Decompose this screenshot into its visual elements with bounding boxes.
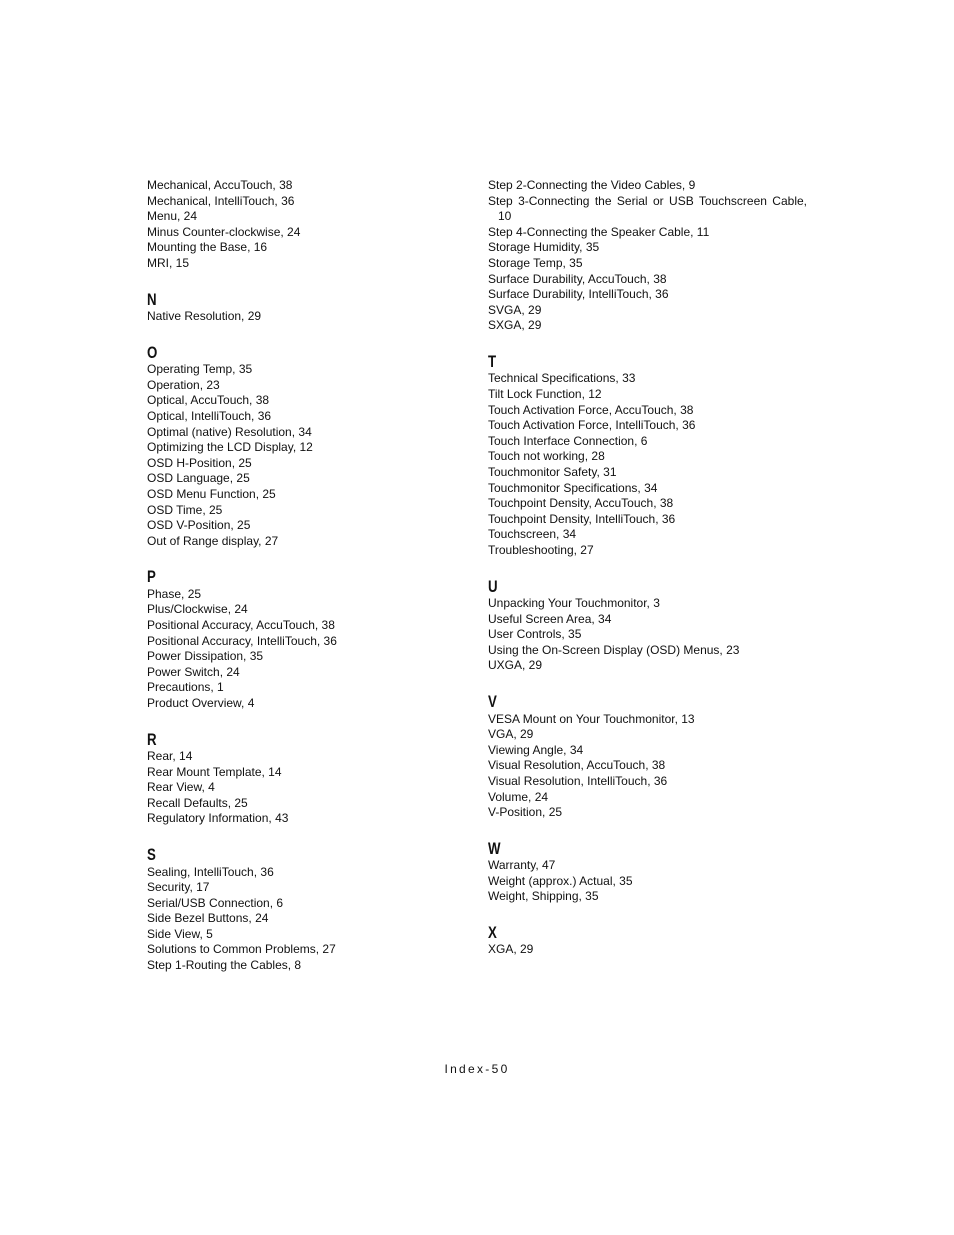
index-letter-heading: V — [488, 692, 497, 712]
index-entry: Step 4-Connecting the Speaker Cable, 11 — [488, 224, 710, 239]
index-entry: Power Dissipation, 35 — [147, 649, 264, 664]
index-entry: Rear Mount Template, 14 — [147, 764, 282, 779]
index-section — [488, 838, 807, 905]
index-entry: Storage Humidity, 35 — [488, 240, 600, 255]
index-section — [147, 729, 467, 827]
index-letter-heading: S — [147, 845, 156, 864]
index-entry: Operation, 23 — [147, 377, 220, 392]
index-entry: OSD V-Position, 25 — [147, 518, 251, 533]
index-entry: Visual Resolution, IntelliTouch, 36 — [488, 773, 668, 788]
index-entry: Volume, 24 — [488, 789, 549, 804]
index-entry: Product Overview, 4 — [147, 695, 255, 710]
index-section — [488, 691, 807, 821]
index-entry: Plus/Clockwise, 24 — [147, 602, 248, 617]
index-entry: Out of Range display, 27 — [147, 533, 279, 548]
index-entry: Weight, Shipping, 35 — [488, 889, 599, 904]
index-entry: Touch Activation Force, AccuTouch, 38 — [488, 402, 694, 417]
index-letter-heading: R — [147, 729, 157, 749]
index-entry: Positional Accuracy, AccuTouch, 38 — [147, 617, 335, 632]
index-entry: V-Position, 25 — [488, 805, 563, 820]
index-entry: Rear, 14 — [147, 749, 193, 764]
index-entry: Technical Specifications, 33 — [488, 371, 636, 386]
index-entry: XGA, 29 — [488, 942, 534, 957]
index-entry: Native Resolution, 29 — [147, 309, 262, 324]
index-entry: Touchpoint Density, AccuTouch, 38 — [488, 496, 674, 511]
index-entry: Warranty, 47 — [488, 858, 556, 873]
index-entry: Security, 17 — [147, 880, 210, 895]
index-entry: Minus Counter-clockwise, 24 — [147, 224, 301, 239]
index-entry: Operating Temp, 35 — [147, 362, 253, 377]
index-entry: Touch Activation Force, IntelliTouch, 36 — [488, 418, 696, 433]
index-entry: Sealing, IntelliTouch, 36 — [147, 864, 274, 879]
index-entry: VGA, 29 — [488, 727, 534, 742]
index-letter-heading: O — [147, 342, 158, 362]
index-column-right — [488, 178, 807, 958]
index-letter-heading: U — [488, 576, 498, 596]
index-entry: SXGA, 29 — [488, 318, 542, 333]
index-entry: OSD Language, 25 — [147, 471, 250, 486]
index-entry: OSD Menu Function, 25 — [147, 486, 276, 501]
index-entry: Step 2-Connecting the Video Cables, 9 — [488, 178, 696, 192]
index-entry: Mechanical, AccuTouch, 38 — [147, 178, 293, 192]
index-entry: Rear View, 4 — [147, 780, 215, 795]
index-entry: User Controls, 35 — [488, 627, 582, 642]
index-section — [488, 178, 807, 334]
index-entry: Touch not working, 28 — [488, 449, 605, 464]
index-entry: Optical, AccuTouch, 38 — [147, 393, 270, 408]
index-section — [147, 342, 467, 550]
index-entry: MRI, 15 — [147, 255, 190, 270]
index-section — [488, 576, 807, 674]
index-entry: Tilt Lock Function, 12 — [488, 387, 602, 402]
index-entry: Touchmonitor Safety, 31 — [488, 465, 617, 479]
index-entry: Touchmonitor Specifications, 34 — [488, 480, 658, 495]
index-entry: Optimal (native) Resolution, 34 — [147, 424, 312, 439]
index-entry: Step 1-Routing the Cables, 8 — [147, 958, 302, 973]
index-entry: Side Bezel Buttons, 24 — [147, 911, 269, 926]
index-column-left — [147, 178, 467, 974]
index-entry: Storage Temp, 35 — [488, 255, 583, 270]
index-entry: Surface Durability, IntelliTouch, 36 — [488, 287, 669, 302]
index-entry: Side View, 5 — [147, 926, 213, 941]
index-entry: Touchpoint Density, IntelliTouch, 36 — [488, 511, 676, 526]
index-entry: Power Switch, 24 — [147, 664, 240, 679]
index-entry: Serial/USB Connection, 6 — [147, 895, 284, 910]
index-entry: OSD Time, 25 — [147, 502, 223, 517]
index-entry: Troubleshooting, 27 — [488, 542, 594, 557]
index-section — [488, 922, 807, 958]
index-entry: Mounting the Base, 16 — [147, 240, 268, 255]
index-entry: Phase, 25 — [147, 586, 202, 601]
index-letter-heading: X — [488, 922, 497, 942]
index-entry: Optimizing the LCD Display, 12 — [147, 440, 313, 455]
index-entry: Weight (approx.) Actual, 35 — [488, 873, 633, 888]
index-entry: Regulatory Information, 43 — [147, 811, 289, 826]
index-entry: Solutions to Common Problems, 27 — [147, 942, 336, 957]
index-entry: Touch Interface Connection, 6 — [488, 433, 648, 448]
index-section — [147, 844, 467, 974]
index-entry: Optical, IntelliTouch, 36 — [147, 408, 272, 423]
index-entry: Viewing Angle, 34 — [488, 742, 584, 757]
index-entry: Menu, 24 — [147, 209, 198, 224]
index-entry: Surface Durability, AccuTouch, 38 — [488, 271, 667, 286]
index-entry: Recall Defaults, 25 — [147, 795, 248, 810]
index-letter-heading: P — [147, 567, 156, 587]
index-entry: Mechanical, IntelliTouch, 36 — [147, 193, 295, 208]
index-section — [147, 289, 467, 325]
page-footer: Index-50 — [444, 1062, 510, 1076]
index-section — [147, 178, 467, 272]
index-entry: VESA Mount on Your Touchmonitor, 13 — [488, 711, 695, 726]
index-entry: Useful Screen Area, 34 — [488, 611, 612, 626]
index-entry: Positional Accuracy, IntelliTouch, 36 — [147, 633, 337, 648]
index-letter-heading: W — [488, 838, 501, 858]
index-entry: Visual Resolution, AccuTouch, 38 — [488, 758, 666, 773]
index-entry: SVGA, 29 — [488, 302, 542, 317]
index-section — [488, 351, 807, 559]
index-entry: Precautions, 1 — [147, 680, 224, 695]
index-entry: Step 3-Connecting the Serial or USB Touchscreen Cable, 10 — [488, 193, 807, 224]
index-letter-heading: T — [488, 351, 497, 371]
index-letter-heading: N — [147, 289, 157, 309]
index-entry: OSD H-Position, 25 — [147, 455, 252, 470]
index-section — [147, 566, 467, 711]
index-entry: Touchscreen, 34 — [488, 527, 577, 542]
index-entry: UXGA, 29 — [488, 658, 543, 673]
index-entry: Unpacking Your Touchmonitor, 3 — [488, 596, 660, 611]
index-entry: Using the On-Screen Display (OSD) Menus, 23 — [488, 642, 740, 657]
